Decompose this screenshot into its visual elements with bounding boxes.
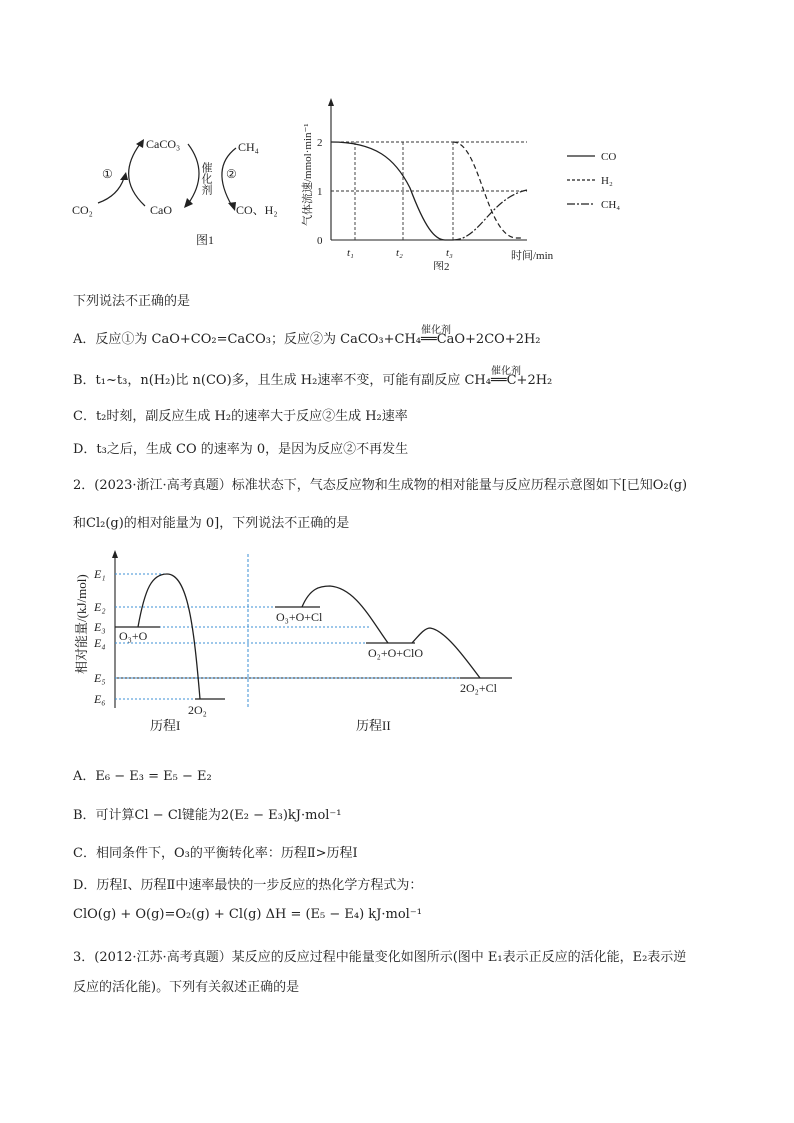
xtick-t3: t₃ xyxy=(446,247,453,259)
state-o3-o: O₃+O xyxy=(119,629,148,643)
left-arc-arrow xyxy=(129,144,145,206)
catalyst-label-a: 催化剂 xyxy=(421,325,452,336)
state-o2-o-clo: O₂+O+ClO xyxy=(368,646,424,660)
q1-b-pre: B．t₁~t₃，n(H₂)比 n(CO)多，且生成 H₂速率不变，可能有副反应 CH₄ xyxy=(73,373,491,388)
q1-a-post: CaO+2CO+2H₂ xyxy=(436,332,541,347)
path1-label: 历程I xyxy=(150,718,181,733)
step2-label: ② xyxy=(226,167,237,181)
q1-option-c: C．t₂时刻，副反应生成 H₂的速率大于反应②生成 H₂速率 xyxy=(73,409,408,424)
h2-curve xyxy=(453,142,523,238)
q2-option-d: D．历程Ⅰ、历程Ⅱ中速率最快的一步反应的热化学方程式为： xyxy=(73,878,423,893)
e3-label: E₃ xyxy=(94,620,106,634)
catalyst-label: 催化剂 xyxy=(200,162,212,195)
fig2-ylabel: 气体流速/mmol·min⁻¹ xyxy=(302,123,314,226)
state-o3-o-cl: O₃+O+Cl xyxy=(276,610,323,624)
q2-option-b: B．可计算Cl − Cl键能为2(E₂ − E₃)kJ·mol⁻¹ xyxy=(73,808,342,823)
q1-option-b xyxy=(73,366,553,388)
ytick-0: 0 xyxy=(317,235,323,247)
q3-line1: 3．(2012·江苏·高考真题）某反应的反应过程中能量变化如图所示(图中 E₁表示正反应的活化能，E₂表示逆 xyxy=(73,950,687,965)
right-arc-arrow xyxy=(188,144,199,204)
energy-curves xyxy=(115,574,512,699)
state-2o2: 2O₂ xyxy=(188,703,207,717)
ytick-2: 2 xyxy=(317,137,323,149)
figure-2 xyxy=(295,98,635,270)
e5-label: E₅ xyxy=(94,671,106,685)
fig2-caption: 图2 xyxy=(433,261,450,270)
legend-ch4: CH₄ xyxy=(601,199,621,211)
path2-label: 历程II xyxy=(356,718,391,733)
catalyst-arrow-a: ══ 催化剂 xyxy=(421,332,437,347)
q1-option-d: D．t₃之后，生成 CO 的速率为 0，是因为反应②不再发生 xyxy=(73,442,409,457)
legend-h2: H₂ xyxy=(601,175,613,187)
q2-option-c: C．相同条件下，O₃的平衡转化率：历程Ⅱ>历程Ⅰ xyxy=(73,846,358,861)
fig2-xlabel: 时间/min xyxy=(511,250,554,262)
q2-option-a: A．E₆ − E₃ = E₅ − E₂ xyxy=(73,769,212,784)
q1-b-post: C+2H₂ xyxy=(506,373,553,388)
q2-stem-line2: 和Cl₂(g)的相对能量为 0]，下列说法不正确的是 xyxy=(73,516,350,531)
catalyst-label-b: 催化剂 xyxy=(490,366,521,377)
products-label: CO、H₂ xyxy=(236,203,278,217)
fig2-gridlines xyxy=(331,142,527,240)
q2-equation: ClO(g) + O(g)=O₂(g) + Cl(g) ΔH = (E₅ − E₄) kJ·mol⁻¹ xyxy=(73,907,422,922)
q1-a-pre: A．反应①为 CaO+CO₂=CaCO₃；反应②为 CaCO₃+CH₄ xyxy=(73,332,422,347)
state-2o2-cl: 2O₂+Cl xyxy=(460,681,497,695)
q2-stem-line1: 2．(2023·浙江·高考真题）标准状态下，气态反应物和生成物的相对能量与反应历程示意图如下[已知O₂(g) xyxy=(73,478,688,493)
ytick-1: 1 xyxy=(317,186,323,198)
co2-label: CO₂ xyxy=(72,203,93,217)
e1-label: E₁ xyxy=(94,567,106,581)
co2-in-arrow xyxy=(98,178,124,203)
ch4-curve xyxy=(453,190,527,240)
step1-label: ① xyxy=(102,167,113,181)
legend-co: CO xyxy=(601,151,617,163)
ch4-label: CH₄ xyxy=(238,140,259,154)
q3-line2: 反应的活化能)。下列有关叙述正确的是 xyxy=(73,980,300,995)
xtick-t2: t₂ xyxy=(396,247,403,259)
xtick-t1: t₁ xyxy=(347,247,354,259)
cao-label: CaO xyxy=(150,203,172,217)
q1-stem: 下列说法不正确的是 xyxy=(73,294,191,309)
e6-label: E₆ xyxy=(94,692,106,706)
caco3-label: CaCO₃ xyxy=(146,137,181,151)
fig1-caption: 图1 xyxy=(196,233,215,247)
catalyst-arrow-b: ══ 催化剂 xyxy=(491,373,507,388)
figure-energy-profile xyxy=(70,548,520,738)
e4-label: E₄ xyxy=(94,636,106,650)
fig3-ylabel: 相对能量/(kJ/mol) xyxy=(74,574,89,674)
q1-option-a xyxy=(73,325,541,347)
e2-label: E₂ xyxy=(94,600,106,614)
figure-1 xyxy=(60,118,300,248)
